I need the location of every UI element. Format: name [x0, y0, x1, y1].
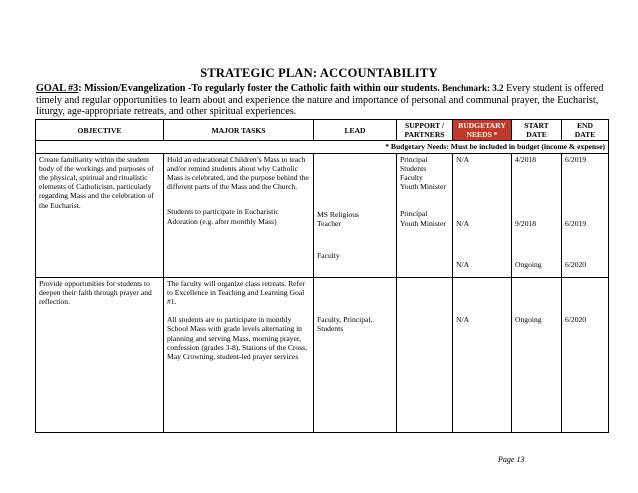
- tasks-cell: [164, 277, 314, 432]
- support-cell: [397, 153, 453, 277]
- support-text: Students: [400, 163, 427, 173]
- goal-colon: :: [78, 83, 82, 94]
- lead-cell: [314, 277, 397, 432]
- objective-cell: Provide opportunities for students to deepen their faith through prayer and reflection.: [36, 277, 164, 432]
- goal-label: GOAL #3: [36, 83, 79, 94]
- goal-text: Every student is offered timely and regular opportunities to learn about and experience the nature and importance of personal and communal prayer, the Eucharist, liturgy, age-appropriate retreats, and other spiritual experiences.: [36, 83, 604, 118]
- header-objective: OBJECTIVE: [36, 120, 164, 141]
- lead-text: Faculty: [317, 251, 340, 261]
- end-date-cell: [562, 277, 609, 432]
- budget-text: N/A: [456, 218, 470, 228]
- header-end-line1: END: [576, 121, 594, 130]
- start-date-text: Ongoing: [515, 260, 542, 270]
- end-date-text: 6/2019: [565, 154, 587, 164]
- end-date-cell: [562, 153, 609, 277]
- budget-note-row: [36, 141, 609, 153]
- start-date-text: Ongoing: [515, 314, 542, 324]
- header-budget-line1: BUDGETARY: [458, 121, 506, 130]
- header-support-line2: PARTNERS: [404, 130, 445, 140]
- page-title: STRATEGIC PLAN: ACCOUNTABILITY: [200, 66, 438, 80]
- tasks-cell: [164, 153, 314, 277]
- goal-heading: Mission/Evangelization -To regularly foster the Catholic faith within our students.: [81, 83, 440, 94]
- lead-cell: [314, 153, 397, 277]
- lead-text: MS Religious Teacher: [317, 209, 359, 228]
- header-end-date: [562, 120, 609, 141]
- table-row: [36, 277, 609, 432]
- objective-cell: Create familiarity within the student body of the workings and purposes of the physical, spiritual and ritualistic elements of Catholicism, particularly regarding Mass and the celebration of the Eucharist.: [36, 153, 164, 277]
- end-date-text: 6/2019: [565, 218, 587, 228]
- budget-text: N/A: [456, 154, 470, 164]
- start-date-cell: [512, 153, 562, 277]
- support-text: Youth Minister: [400, 182, 446, 192]
- end-date-text: 6/2020: [565, 260, 587, 270]
- header-start-line1: START: [524, 121, 549, 130]
- budget-cell: [453, 277, 512, 432]
- start-date-text: 9/2018: [515, 218, 537, 228]
- header-support-partners: [397, 120, 453, 141]
- support-text: Principal: [400, 209, 428, 219]
- start-date-cell: [512, 277, 562, 432]
- strategic-plan-table: [35, 119, 609, 433]
- goal-benchmark: Benchmark: 3.2: [439, 83, 504, 93]
- header-start-line2: DATE: [526, 130, 547, 140]
- budget-text: N/A: [456, 260, 470, 270]
- budget-note: * Budgetary Needs: Must be included in budget (income & expense): [36, 141, 609, 153]
- end-date-text: 6/2020: [565, 314, 587, 324]
- task-text: Students to participate in Eucharistic Adoration (e.g. after monthly Mass): [167, 207, 279, 226]
- header-row: [36, 120, 609, 141]
- table-row: [36, 153, 609, 277]
- page-number: Page 13: [498, 455, 525, 464]
- support-text: Youth Minister: [400, 218, 446, 228]
- task-text: Hold an educational Children’s Mass to teach and/or remind students about why Catholic Mass is celebrated, and the purpose behind the different parts of the Mass and the Church.: [167, 154, 309, 192]
- header-start-date: [512, 120, 562, 141]
- budget-cell: [453, 153, 512, 277]
- header-major-tasks: MAJOR TASKS: [164, 120, 314, 141]
- budget-text: N/A: [456, 314, 470, 324]
- support-text: Faculty: [400, 173, 423, 183]
- support-text: Principal: [400, 154, 428, 164]
- task-text: All students are to participate in monthly School Mass with grade levels alternating in planning and serving Mass, morning prayer, confession (grades 3-8), Stations of the Cross, May Crowning, student-led prayer services: [167, 315, 308, 362]
- goal-statement: [36, 83, 608, 118]
- header-end-line2: DATE: [574, 130, 596, 140]
- task-text: The faculty will organize class retreats. Refer to Excellence in Teaching and Learning Goal #1.: [167, 278, 305, 307]
- start-date-text: 4/2018: [515, 154, 537, 164]
- header-budget-line2: NEEDS *: [466, 130, 498, 140]
- header-lead: LEAD: [314, 120, 397, 141]
- support-cell: [397, 277, 453, 432]
- header-budgetary-needs: [453, 120, 512, 141]
- lead-text: Faculty, Principal, Students: [317, 314, 373, 333]
- header-support-line1: SUPPORT /: [404, 121, 445, 130]
